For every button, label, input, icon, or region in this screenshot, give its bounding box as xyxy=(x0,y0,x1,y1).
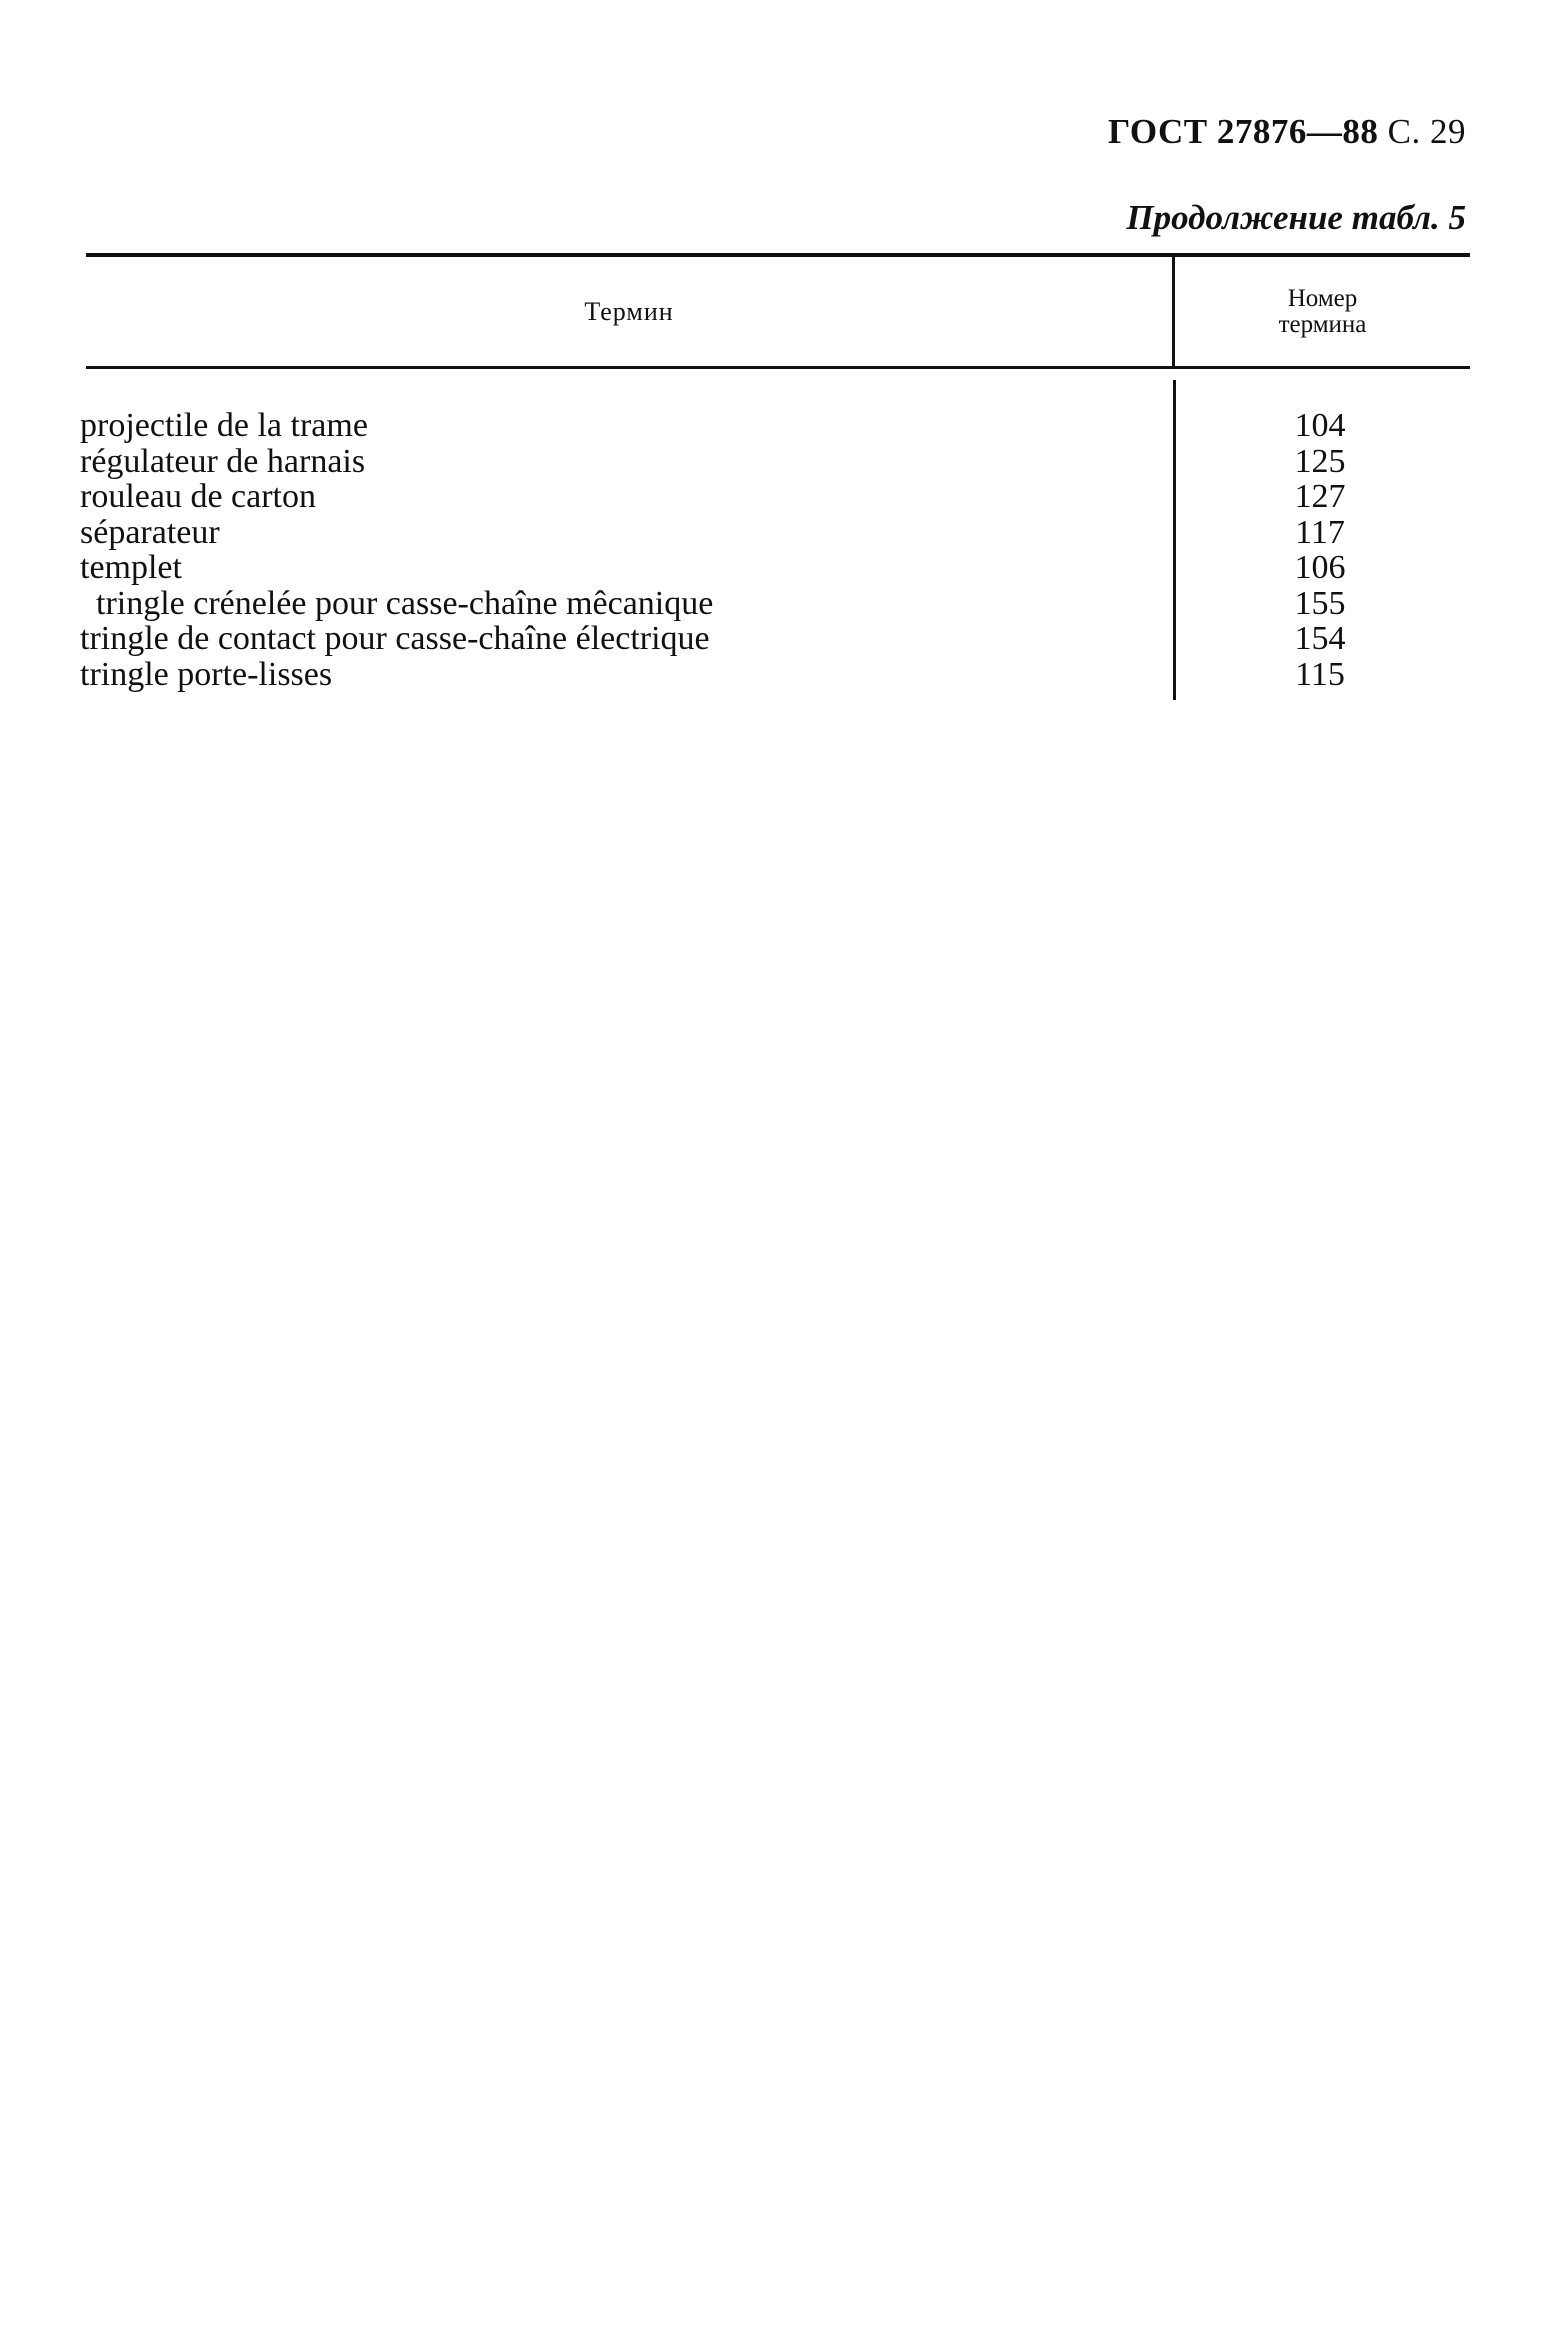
term-number-cell: 125 xyxy=(1294,442,1346,480)
terms-table xyxy=(80,253,1470,699)
term-number-cell: 155 xyxy=(1294,584,1346,622)
table-row xyxy=(80,444,1470,480)
page-header xyxy=(1108,112,1466,152)
table-row xyxy=(80,657,1470,693)
table-row xyxy=(80,621,1470,657)
term-cell: tringle de contact pour casse-chaîne électrique xyxy=(80,620,710,657)
term-cell: tringle crénelée pour casse-chaîne mêcanique xyxy=(96,584,714,622)
term-number-cell: 154 xyxy=(1294,620,1346,657)
term-number-cell: 115 xyxy=(1295,655,1345,693)
table-row xyxy=(80,550,1470,586)
table-caption: Продолжение табл. 5 xyxy=(1126,198,1466,237)
term-cell: templet xyxy=(80,549,182,586)
term-cell: projectile de la trame xyxy=(80,407,368,444)
term-cell: rouleau de carton xyxy=(80,478,316,515)
column-header-term xyxy=(86,257,1172,366)
term-number-cell: 106 xyxy=(1294,549,1346,586)
table-body xyxy=(80,408,1470,692)
document-code: ГОСТ 27876—88 xyxy=(1107,112,1379,151)
column-header-number-line-2: термина xyxy=(1278,310,1367,338)
column-header-term-label: Термин xyxy=(584,296,674,326)
table-row xyxy=(80,515,1470,551)
table-row xyxy=(80,586,1470,622)
column-header-number xyxy=(1175,257,1470,366)
page-number: С. 29 xyxy=(1387,112,1466,151)
column-header-number-line-1: Номер xyxy=(1287,284,1358,312)
term-number-cell: 104 xyxy=(1294,407,1346,444)
term-cell: tringle porte-lisses xyxy=(80,655,333,693)
table-row xyxy=(80,479,1470,515)
header-bottom-rule xyxy=(86,366,1470,369)
term-number-cell: 127 xyxy=(1294,478,1346,515)
term-number-cell: 117 xyxy=(1295,513,1345,551)
table-row xyxy=(80,408,1470,444)
term-cell: séparateur xyxy=(80,513,220,551)
term-cell: régulateur de harnais xyxy=(80,442,366,480)
